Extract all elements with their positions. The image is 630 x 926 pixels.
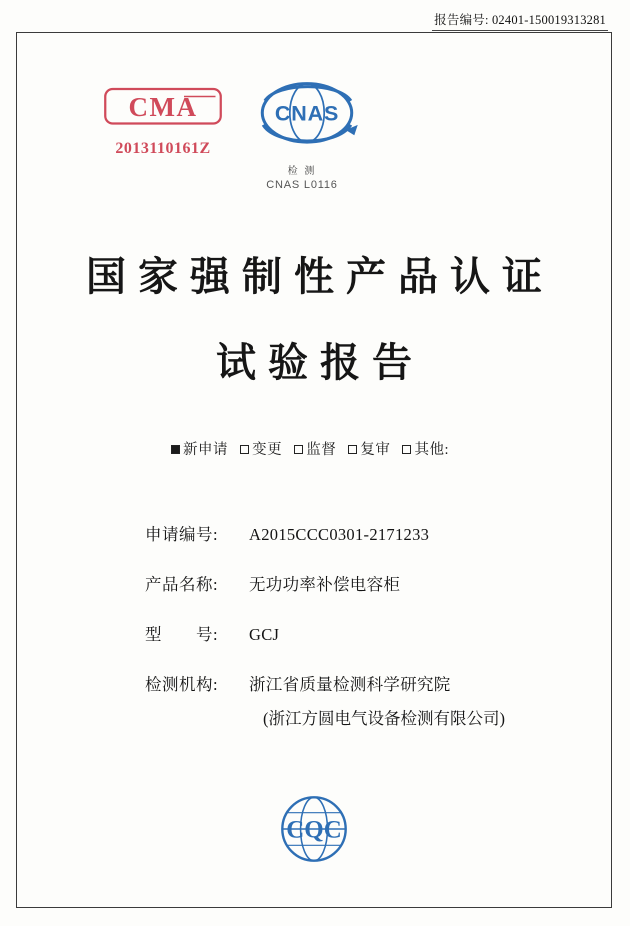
field-label-testing-organization: 检测机构:: [145, 675, 219, 694]
field-label-application-number: 申请编号:: [145, 525, 219, 544]
cma-icon: [103, 85, 223, 129]
field-application-number: [145, 521, 565, 545]
cnas-icon: [242, 75, 362, 157]
field-label-model: 型 号:: [145, 625, 219, 644]
option-new-application[interactable]: [171, 442, 228, 458]
page-frame: [16, 32, 612, 908]
field-testing-organization: [145, 671, 565, 695]
cnas-accreditation-number: CNAS L0116: [266, 179, 338, 191]
document-title: 国家强制性产品认证: [86, 254, 554, 299]
option-change[interactable]: [240, 442, 282, 458]
field-product-name: [145, 571, 565, 595]
cnas-mark: [217, 75, 387, 191]
option-supervision[interactable]: [294, 442, 336, 458]
option-review[interactable]: [348, 442, 390, 458]
cma-code: 2013110161Z: [115, 140, 211, 157]
checkbox-other[interactable]: [402, 445, 411, 454]
option-label-supervision: 监督: [306, 442, 337, 458]
checkbox-review[interactable]: [348, 445, 357, 454]
report-number-value: 02401-150019313281: [491, 13, 606, 27]
option-other[interactable]: [402, 442, 449, 458]
certification-marks: [17, 75, 611, 195]
field-model: [145, 621, 565, 645]
svg-text:CQC: CQC: [286, 816, 342, 844]
field-value-testing-organization: 浙江省质量检测科学研究院: [249, 675, 451, 694]
document-subtitle: 试验报告: [216, 340, 424, 385]
option-label-new-application: 新申请: [182, 442, 228, 458]
report-number: [432, 10, 608, 31]
cnas-subtitle: 检 测: [287, 166, 317, 177]
application-type-options: [17, 438, 611, 459]
svg-text:CNAS: CNAS: [274, 101, 340, 126]
cqc-icon: [266, 781, 362, 877]
field-value-application-number: A2015CCC0301-2171233: [249, 525, 430, 544]
checkbox-change[interactable]: [240, 445, 249, 454]
option-label-other: 其他:: [414, 442, 450, 458]
field-label-product-name: 产品名称:: [145, 575, 219, 594]
checkbox-new-application[interactable]: [171, 445, 180, 454]
field-value-product-name: 无功功率补偿电容柜: [249, 575, 401, 594]
cqc-mark: [17, 781, 611, 882]
report-fields: [145, 521, 565, 751]
checkbox-supervision[interactable]: [294, 445, 303, 454]
svg-text:CMA: CMA: [128, 92, 198, 122]
option-label-review: 复审: [360, 442, 391, 458]
option-label-change: 变更: [252, 442, 283, 458]
field-value-model: GCJ: [249, 625, 280, 644]
field-value-testing-organization-sub: (浙江方圆电气设备检测有限公司): [263, 709, 505, 728]
report-number-label: 报告编号:: [434, 13, 489, 27]
